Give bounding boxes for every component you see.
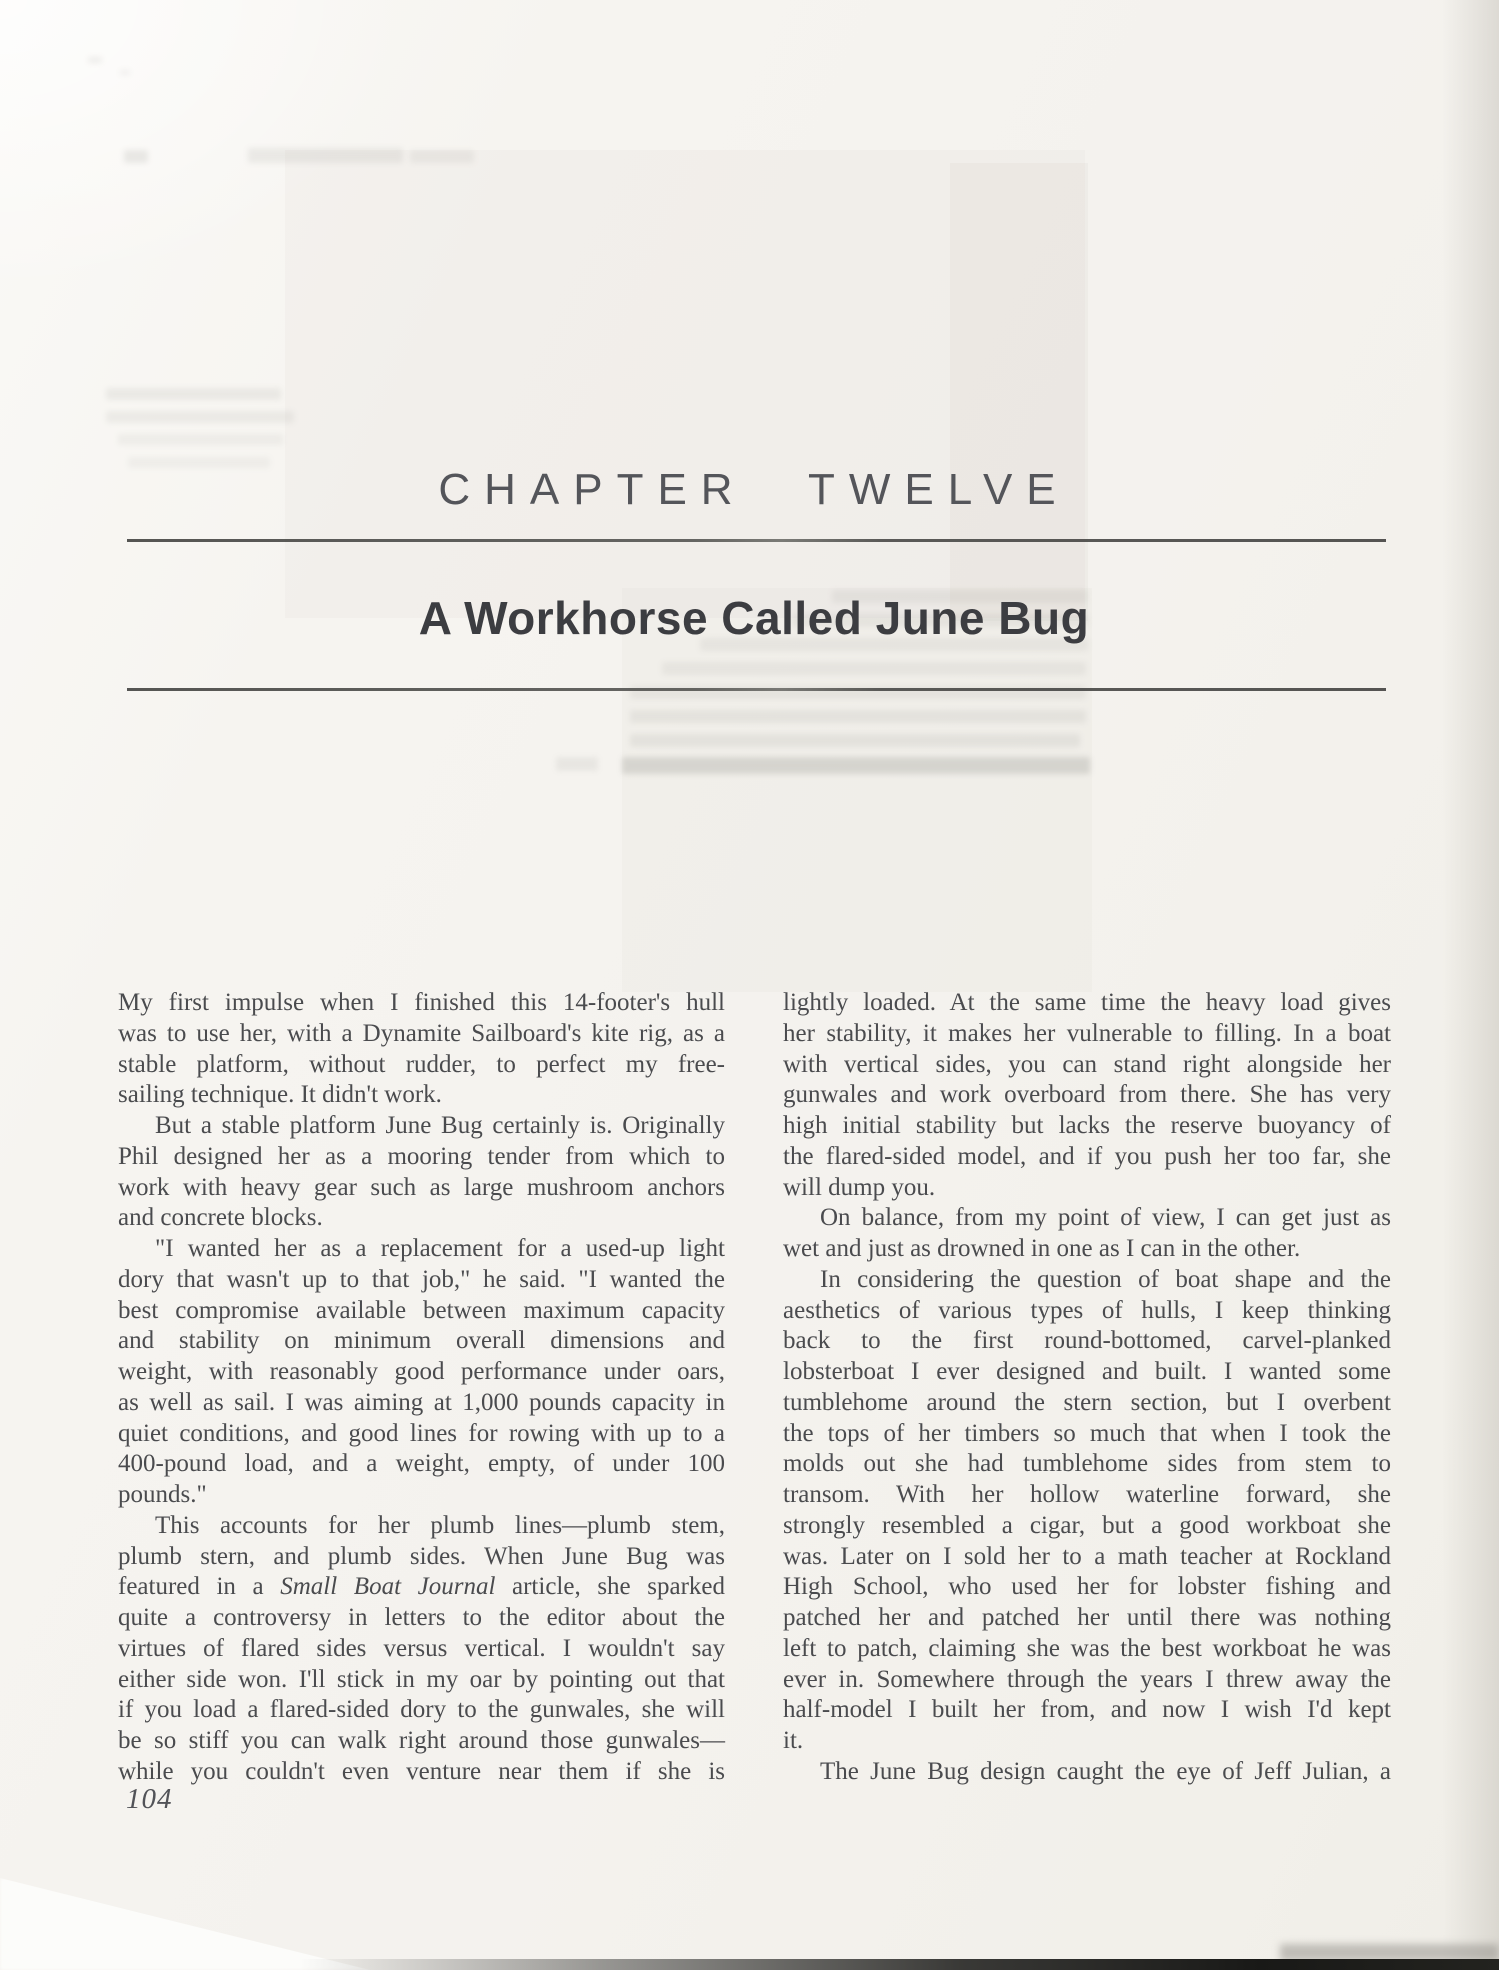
text-line: gunwales and work overboard from there. She has very xyxy=(783,1081,1391,1109)
ghost-running-head xyxy=(124,150,148,163)
text-line: best compromise available between maximum capacity xyxy=(118,1296,725,1324)
page-title: A Workhorse Called June Bug xyxy=(418,592,1090,644)
text-line: ever in. Somewhere through the years I threw away the xyxy=(783,1665,1391,1693)
bleedthrough-tint xyxy=(285,150,1085,618)
text-line: My first impulse when I finished this 14-footer's hull xyxy=(118,989,725,1016)
ghost-caption-line xyxy=(106,388,281,400)
bleedthrough-tint xyxy=(622,588,1092,992)
horizontal-rule-top xyxy=(127,539,1386,542)
page-number: 104 xyxy=(126,1783,173,1815)
text-line: lobsterboat I ever designed and built. I wanted some xyxy=(783,1358,1391,1385)
page-corner-edge xyxy=(0,1878,370,1970)
ghost-text-line xyxy=(630,734,1080,747)
text-line: transom. With her hollow waterline forward, she xyxy=(783,1481,1391,1508)
text-line: and stability on minimum overall dimensions and xyxy=(118,1327,725,1355)
text-line: patched her and patched her until there was nothing xyxy=(783,1604,1391,1631)
bleedthrough-tint xyxy=(950,163,1088,621)
text-line: quite a controversy in letters to the editor about the xyxy=(118,1604,725,1631)
text-line: if you load a flared-sided dory to the gunwales, she will xyxy=(118,1696,725,1724)
page-edge-shadow xyxy=(1442,0,1499,1970)
text-line: plumb stern, and plumb sides. When June Bug was xyxy=(118,1542,725,1570)
text-line: But a stable platform June Bug certainly is. Originally xyxy=(155,1112,725,1139)
text-line: 400-pound load, and a weight, empty, of under 100 xyxy=(118,1450,725,1478)
scan-speck xyxy=(88,57,102,63)
text-line: be so stiff you can walk right around those gunwales— xyxy=(118,1727,725,1754)
text-line: sailing technique. It didn't work. xyxy=(118,1081,442,1109)
text-column-left xyxy=(118,988,725,1788)
text-line: pounds." xyxy=(118,1481,207,1508)
text-line: On balance, from my point of view, I can get just as xyxy=(820,1204,1391,1232)
text-line: lightly loaded. At the same time the heavy load gives xyxy=(783,989,1391,1016)
text-line: was to use her, with a Dynamite Sailboard's kite rig, as a xyxy=(118,1019,725,1047)
text-line: dory that wasn't up to that job," he said. "I wanted the xyxy=(118,1265,725,1293)
ghost-text-line xyxy=(662,662,1086,675)
paper-corner-highlight xyxy=(0,0,420,300)
ghost-caption-line xyxy=(118,434,283,445)
text-line: strongly resembled a cigar, but a good workboat she xyxy=(783,1511,1391,1539)
ghost-caption-line xyxy=(106,411,294,423)
ghost-running-head xyxy=(248,148,403,163)
text-line: her stability, it makes her vulnerable to filling. In a boat xyxy=(783,1019,1391,1047)
text-line: will dump you. xyxy=(783,1173,936,1201)
text-line: half-model I built her from, and now I wish I'd kept xyxy=(783,1696,1391,1724)
scan-speck xyxy=(120,70,130,75)
text-line: was. Later on I sold her to a math teacher at Rockland xyxy=(783,1542,1391,1570)
text-line: as well as sail. I was aiming at 1,000 pounds capacity in xyxy=(118,1388,725,1416)
text-line: back to the first round-bottomed, carvel-planked xyxy=(783,1327,1391,1355)
horizontal-rule-bottom xyxy=(127,688,1386,691)
text-line: High School, who used her for lobster fishing and xyxy=(783,1573,1391,1601)
text-line: left to patch, claiming she was the best workboat he was xyxy=(783,1634,1391,1662)
text-line: quiet conditions, and good lines for rowing with up to a xyxy=(118,1419,725,1447)
text-line: stable platform, without rudder, to perfect my free- xyxy=(118,1050,725,1078)
ghost-text-line xyxy=(556,757,598,771)
text-line: aesthetics of various types of hulls, I keep thinking xyxy=(783,1296,1391,1324)
text-line: the tops of her timbers so much that when I took the xyxy=(783,1419,1391,1447)
text-line: tumblehome around the stern section, but I overbent xyxy=(783,1388,1391,1416)
text-line: "I wanted her as a replacement for a used-up light xyxy=(155,1235,725,1262)
text-line: The June Bug design caught the eye of Jeff Julian, a xyxy=(820,1757,1391,1785)
text-line: virtues of flared sides versus vertical. I wouldn't say xyxy=(118,1634,725,1662)
text-line: Phil designed her as a mooring tender from which to xyxy=(118,1142,725,1170)
text-line: either side won. I'll stick in my oar by pointing out that xyxy=(118,1665,725,1693)
text-line: featured in a Small Boat Journal article, she sparked xyxy=(118,1573,725,1601)
text-line: the flared-sided model, and if you push her too far, she xyxy=(783,1142,1391,1170)
text-line: This accounts for her plumb lines—plumb stem, xyxy=(155,1511,725,1539)
scanner-edge-strip xyxy=(300,1959,1499,1970)
text-line: work with heavy gear such as large mushroom anchors xyxy=(118,1173,725,1201)
text-line: with vertical sides, you can stand right alongside her xyxy=(783,1050,1391,1078)
text-line: In considering the question of boat shape and the xyxy=(820,1265,1391,1293)
text-column-right xyxy=(783,988,1391,1788)
scanner-edge-shadow xyxy=(1280,1944,1499,1961)
text-line: while you couldn't even venture near them if she is xyxy=(118,1757,725,1785)
text-line: it. xyxy=(783,1727,804,1754)
chapter-heading: CHAPTER TWELVE xyxy=(438,465,1070,514)
ghost-running-head xyxy=(410,150,474,163)
text-line: and concrete blocks. xyxy=(118,1204,323,1232)
text-line: molds out she had tumblehome sides from stem to xyxy=(783,1450,1391,1478)
ghost-text-line xyxy=(630,710,1086,723)
text-line: high initial stability but lacks the reserve buoyancy of xyxy=(783,1112,1391,1139)
text-line: wet and just as drowned in one as I can in the other. xyxy=(783,1235,1301,1262)
ghost-text-line xyxy=(622,757,1090,774)
text-line: weight, with reasonably good performance under oars, xyxy=(118,1358,725,1385)
